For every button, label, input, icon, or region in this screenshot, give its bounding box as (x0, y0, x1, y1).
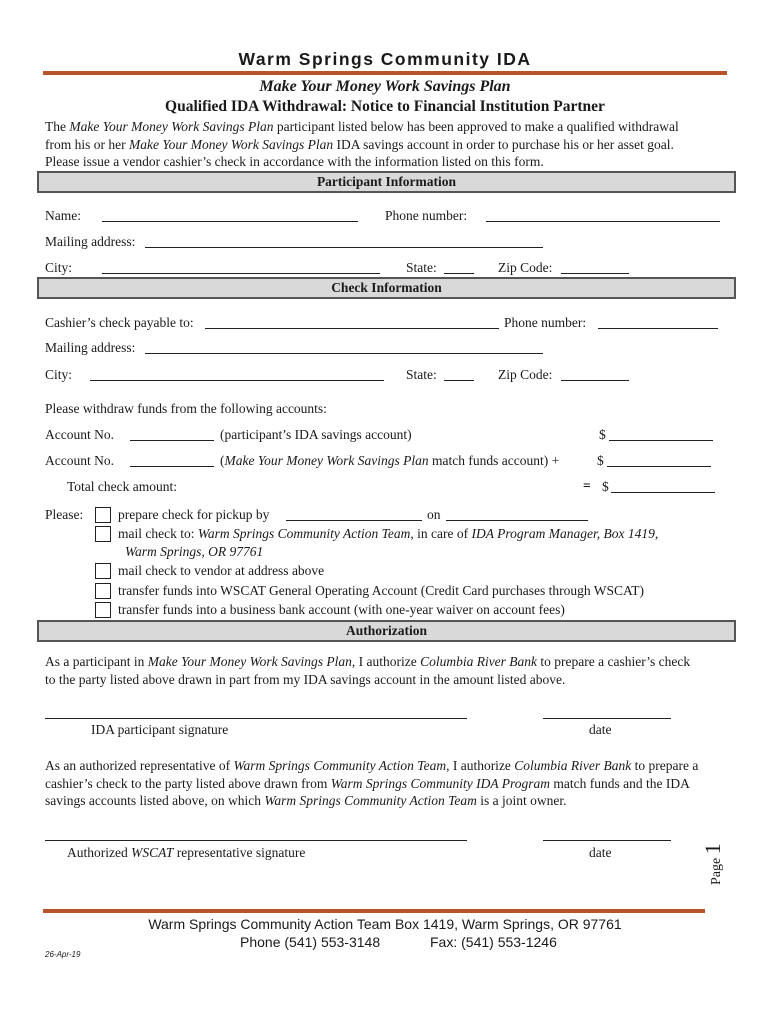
pickup-checkbox[interactable] (95, 507, 111, 523)
intro-paragraph: The Make Your Money Work Savings Plan participant listed below has been approved to make a qualified withdrawal from his or her Make Your Money Work Savings Plan IDA savings account in order to purchase his or her asset goal. Please issue a vendor cashier’s check in accordance with the information listed on this form. (45, 119, 679, 169)
participant-signature-label: IDA participant signature (91, 722, 229, 737)
phone-field[interactable] (486, 221, 720, 222)
transfer-wscat-checkbox[interactable] (95, 583, 111, 599)
state-label: State: (406, 260, 437, 275)
plan-title: Make Your Money Work Savings Plan (259, 78, 511, 95)
footer-fax: Fax: (541) 553-1246 (430, 934, 557, 950)
form-title: Qualified IDA Withdrawal: Notice to Financial Institution Partner (165, 98, 605, 115)
account2-dollar: $ (597, 453, 604, 468)
footer-phone: Phone (541) 553-3148 (240, 934, 381, 950)
org-title: Warm Springs Community IDA (238, 49, 532, 69)
account1-desc: (participant’s IDA savings account) (220, 427, 412, 442)
authorization-section-header: Authorization (37, 620, 736, 642)
pickup-on-label: on (427, 507, 441, 522)
check-state-label: State: (406, 367, 437, 382)
pickup-person-field[interactable] (286, 520, 422, 521)
please-label: Please: (45, 507, 84, 522)
account2-number-field[interactable] (130, 466, 214, 467)
mail-vendor-option-label: mail check to vendor at address above (118, 563, 325, 578)
representative-date-label: date (589, 845, 612, 860)
mail-wscat-option-label: mail check to: Warm Springs Community Action Team, in care of IDA Program Manager, Box 1419, (118, 526, 659, 541)
check-section-header: Check Information (37, 277, 736, 299)
account1-label: Account No. (45, 427, 114, 442)
mail-wscat-address: Warm Springs, OR 97761 (125, 544, 264, 559)
check-state-field[interactable] (444, 380, 474, 381)
mailing-field[interactable] (145, 247, 543, 248)
header-rule (43, 71, 727, 75)
check-zip-field[interactable] (561, 380, 629, 381)
transfer-business-checkbox[interactable] (95, 602, 111, 618)
check-city-label: City: (45, 367, 73, 382)
account1-amount-field[interactable] (609, 440, 713, 441)
check-city-field[interactable] (90, 380, 384, 381)
account1-dollar: $ (599, 427, 606, 442)
city-label: City: (45, 260, 73, 275)
account2-desc: (Make Your Money Work Savings Plan match funds account) + (220, 453, 560, 468)
representative-signature-field[interactable] (45, 840, 467, 841)
transfer-business-option-label: transfer funds into a business bank account (with one-year waiver on account fees) (118, 602, 565, 617)
check-phone-field[interactable] (598, 328, 718, 329)
account2-amount-field[interactable] (607, 466, 711, 467)
footer-rule (43, 909, 705, 913)
participant-date-label: date (589, 722, 612, 737)
representative-authorization-text: As an authorized representative of Warm Springs Community Action Team, I authorize Columbia River Bank to prepare a cashier’s check to the party listed above drawn from Warm Springs Community IDA Program match funds and the IDA savings accounts listed above, on which Warm Springs Community Action Team is a joint owner. (45, 758, 699, 808)
city-field[interactable] (102, 273, 380, 274)
payable-field[interactable] (205, 328, 499, 329)
mail-wscat-checkbox[interactable] (95, 526, 111, 542)
mail-vendor-checkbox[interactable] (95, 563, 111, 579)
representative-date-field[interactable] (543, 840, 671, 841)
page-number: Page 1 (700, 843, 725, 885)
phone-label: Phone number: (385, 208, 468, 223)
participant-signature-field[interactable] (45, 718, 467, 719)
participant-date-field[interactable] (543, 718, 671, 719)
account1-number-field[interactable] (130, 440, 214, 441)
name-field[interactable] (102, 221, 358, 222)
pickup-option-label: prepare check for pickup by (118, 507, 270, 522)
check-phone-label: Phone number: (504, 315, 587, 330)
state-field[interactable] (444, 273, 474, 274)
name-label: Name: (45, 208, 81, 223)
check-mailing-field[interactable] (145, 353, 543, 354)
account2-label: Account No. (45, 453, 114, 468)
total-equals: = (583, 478, 591, 493)
participant-section-header: Participant Information (37, 171, 736, 193)
payable-label: Cashier’s check payable to: (45, 315, 194, 330)
form-date: 26-Apr-19 (45, 950, 81, 959)
zip-field[interactable] (561, 273, 629, 274)
pickup-date-field[interactable] (446, 520, 588, 521)
withdraw-instruction: Please withdraw funds from the following accounts: (45, 401, 327, 416)
zip-label: Zip Code: (498, 260, 553, 275)
total-label: Total check amount: (67, 479, 178, 494)
total-dollar: $ (602, 479, 609, 494)
check-mailing-label: Mailing address: (45, 340, 136, 355)
participant-authorization-text: As a participant in Make Your Money Work Savings Plan, I authorize Columbia River Bank to prepare a cashier’s check to the party listed above drawn in part from my IDA savings account in the amount listed above. (45, 654, 691, 687)
mailing-label: Mailing address: (45, 234, 136, 249)
transfer-wscat-option-label: transfer funds into WSCAT General Operating Account (Credit Card purchases through WSCAT) (118, 583, 645, 598)
check-zip-label: Zip Code: (498, 367, 553, 382)
representative-signature-label: Authorized WSCAT representative signature (67, 845, 306, 860)
footer-address: Warm Springs Community Action Team Box 1419, Warm Springs, OR 97761 (148, 916, 622, 932)
total-amount-field[interactable] (611, 492, 715, 493)
